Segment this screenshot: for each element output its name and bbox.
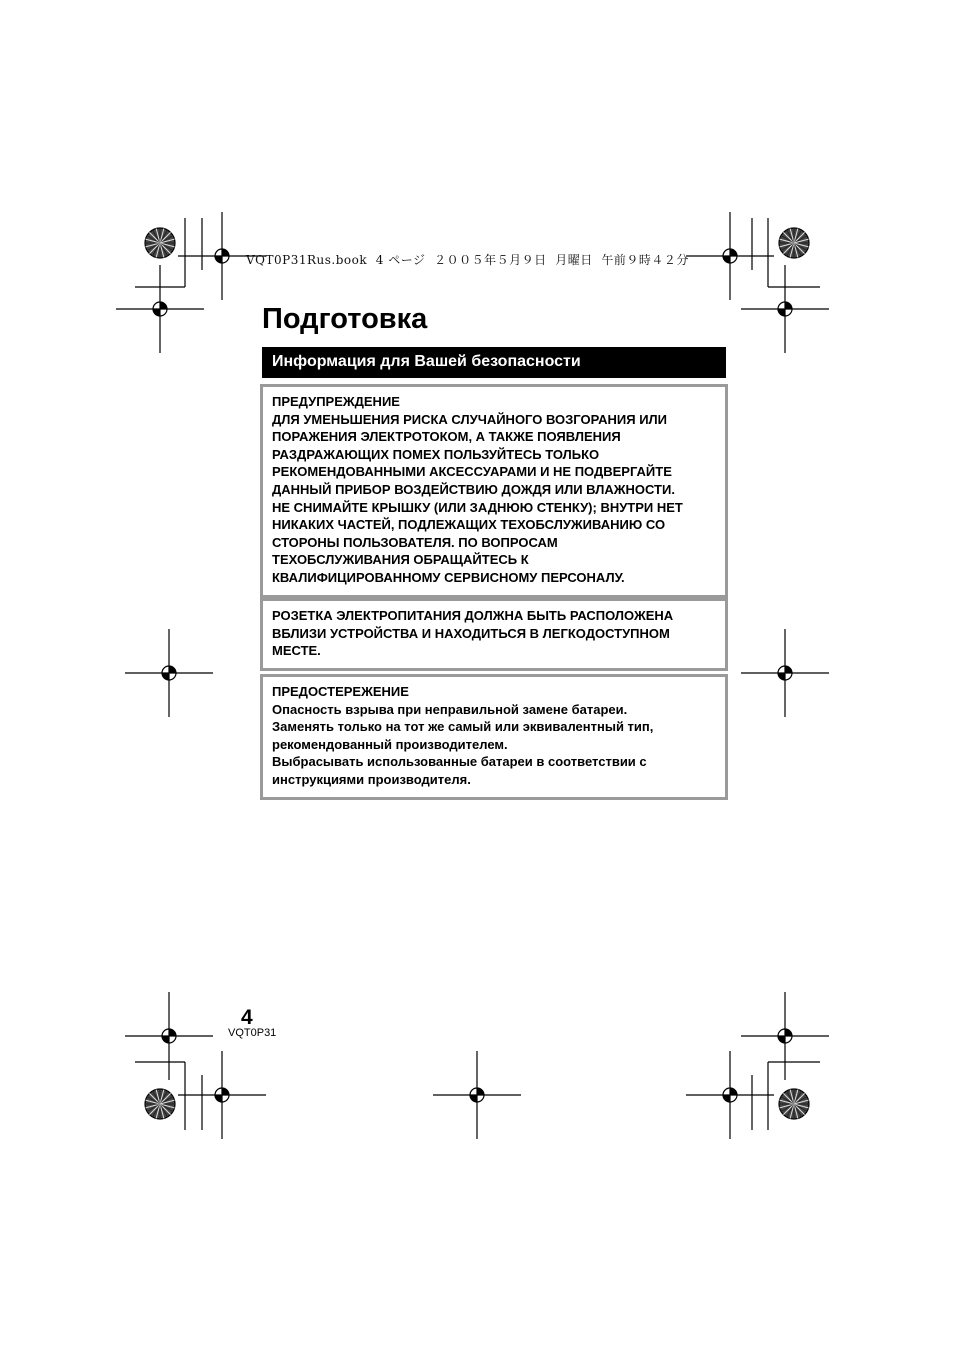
warning-box <box>260 384 728 598</box>
outlet-notice-box <box>260 598 728 671</box>
section-title: Информация для Вашей безопасности <box>272 353 581 370</box>
caution-box <box>260 674 728 800</box>
outlet-notice-text: РОЗЕТКА ЭЛЕКТРОПИТАНИЯ ДОЛЖНА БЫТЬ РАСПОЛОЖЕНА ВБЛИЗИ УСТРОЙСТВА И НАХОДИТЬСЯ В ЛЕГКОДОСТУПНОМ МЕСТЕ. <box>272 608 674 659</box>
page-title: Подготовка <box>262 303 428 335</box>
warning-text: ПРЕДУПРЕЖДЕНИЕ ДЛЯ УМЕНЬШЕНИЯ РИСКА СЛУЧАЙНОГО ВОЗГОРАНИЯ ИЛИ ПОРАЖЕНИЯ ЭЛЕКТРОТОКОМ, А ТАКЖЕ ПОЯВЛЕНИЯ РАЗДРАЖАЮЩИХ ПОМЕХ ПОЛЬЗУЙТЕСЬ ТОЛЬКО РЕКОМЕНДОВАННЫМИ АКСЕССУАРАМИ И НЕ ПОДВЕРГАЙТЕ ДАННЫЙ ПРИБОР ВОЗДЕЙСТВИЮ ДОЖДЯ ИЛИ ВЛАЖНОСТИ. НЕ СНИМАЙТЕ КРЫШКУ (ИЛИ ЗАДНЮЮ СТЕНКУ); ВНУТРИ НЕТ НИКАКИХ ЧАСТЕЙ, ПОДЛЕЖАЩИХ ТЕХОБСЛУЖИВАНИЮ СО СТОРОНЫ ПОЛЬЗОВАТЕЛЯ. ПО ВОПРОСАМ ТЕХОБСЛУЖИВАНИЯ ОБРАЩАЙТЕСЬ К КВАЛИФИЦИРОВАННОМУ СЕРВИСНОМУ ПЕРСОНАЛУ. <box>272 394 683 585</box>
section-title-bar <box>262 347 726 378</box>
caution-text: ПРЕДОСТЕРЕЖЕНИЕ Опасность взрыва при неправильной замене батареи. Заменять только на тот же самый или эквивалентный тип, рекомендованный производителем. Выбрасывать использованные батареи в соответствии с инструкциями производителя. <box>272 684 654 787</box>
model-code: VQT0P31 <box>228 1027 277 1039</box>
print-header: VQT0P31Rus.book 4 ページ ２００５年５月９日 月曜日 午前９時４２分 <box>246 253 689 267</box>
page-number: 4 <box>241 1006 253 1029</box>
